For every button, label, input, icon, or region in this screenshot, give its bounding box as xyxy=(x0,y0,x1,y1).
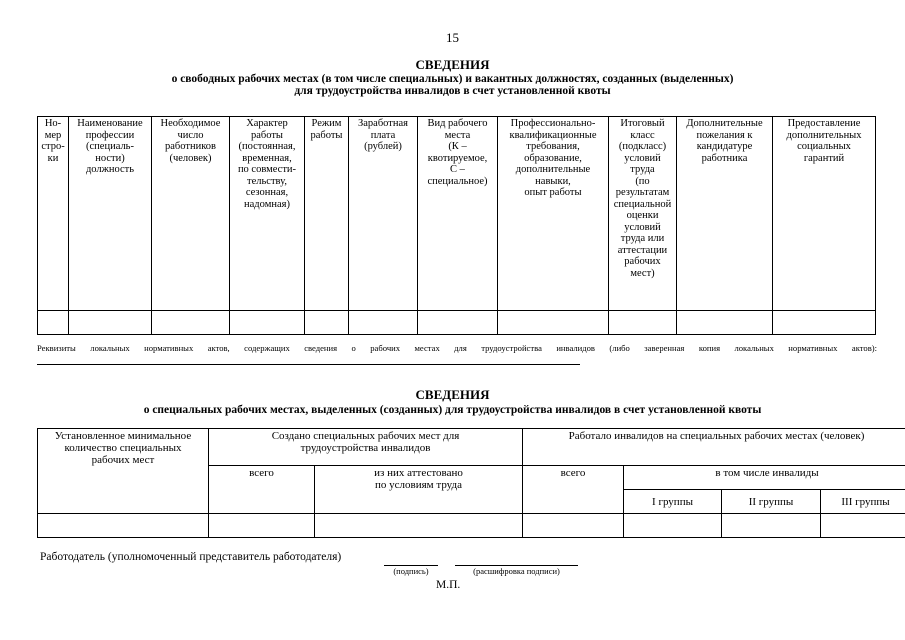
col-created: Создано специальных рабочих мест для трудоустройства инвалидов xyxy=(209,429,523,466)
col-work-schedule: Режим работы xyxy=(305,117,349,311)
col-work-nature: Характер работы (постоянная, временная, по совмести- тельству, сезонная, надомная) xyxy=(230,117,305,311)
col-qualification: Профессионально- квалификационные требования, образование, дополнительные навыки, опыт работы xyxy=(498,117,609,311)
section2-title: СВЕДЕНИЯ xyxy=(415,387,490,402)
col-worked-total: всего xyxy=(523,466,624,514)
table-cell[interactable] xyxy=(38,311,69,335)
vacancies-table xyxy=(37,116,876,335)
col-required-count: Необходимое число работников (человек) xyxy=(152,117,230,311)
table-cell[interactable] xyxy=(624,514,722,538)
col-salary: Заработная плата (рублей) xyxy=(349,117,418,311)
table-cell[interactable] xyxy=(69,311,152,335)
special-header-row1 xyxy=(38,429,905,466)
requisites-fill-line[interactable] xyxy=(37,364,580,365)
table-cell[interactable] xyxy=(349,311,418,335)
section1-title: СВЕДЕНИЯ xyxy=(415,57,490,72)
stamp-place: М.П. xyxy=(436,579,461,591)
special-workplaces-table xyxy=(37,428,905,538)
vacancies-header-row xyxy=(38,117,876,311)
table-cell[interactable] xyxy=(609,311,677,335)
requisites-text: Реквизиты локальных нормативных актов, содержащих сведения о рабочих местах для трудоустройства инвалидов (либо заверенная копия локальных нормативных актов): xyxy=(37,343,877,353)
col-social-guarantees: Предоставление дополнительных социальных гарантий xyxy=(773,117,876,311)
col-created-total: всего xyxy=(209,466,315,514)
section1-subtitle-line1: о свободных рабочих местах (в том числе специальных) и вакантных должностях, созданных (выделенных) xyxy=(171,73,734,85)
vacancies-empty-row xyxy=(38,311,876,335)
table-cell[interactable] xyxy=(305,311,349,335)
table-cell[interactable] xyxy=(722,514,821,538)
decoding-caption: (расшифровка подписи) xyxy=(473,566,560,576)
col-including-disabled: в том числе инвалиды xyxy=(624,466,905,490)
section2-subtitle: о специальных рабочих местах, выделенных (созданных) для трудоустройства инвалидов в счет установленной квоты xyxy=(143,404,762,416)
col-worked: Работало инвалидов на специальных рабочих местах (человек) xyxy=(523,429,905,466)
employer-label: Работодатель (уполномоченный представитель работодателя) xyxy=(40,551,342,563)
special-empty-row xyxy=(38,514,905,538)
section1-subtitle-line2: для трудоустройства инвалидов в счет установленной квоты xyxy=(294,85,611,97)
col-workplace-type: Вид рабочего места (К – квотируемое, С – специальное) xyxy=(418,117,498,311)
col-certified: из них аттестовано по условиям труда xyxy=(315,466,523,514)
table-cell[interactable] xyxy=(523,514,624,538)
table-cell[interactable] xyxy=(821,514,905,538)
col-group-2: II группы xyxy=(722,490,821,514)
col-profession: Наименование профессии (специаль- ности) должность xyxy=(69,117,152,311)
col-group-1: I группы xyxy=(624,490,722,514)
page-number: 15 xyxy=(446,30,459,45)
col-additional-wishes: Дополнительные пожелания к кандидатуре работника xyxy=(677,117,773,311)
col-labor-class: Итоговый класс (подкласс) условий труда (по результатам специальной оценки условий труда или аттестации рабочих мест) xyxy=(609,117,677,311)
table-cell[interactable] xyxy=(315,514,523,538)
table-cell[interactable] xyxy=(773,311,876,335)
table-cell[interactable] xyxy=(38,514,209,538)
col-min-quota: Установленное минимальное количество специальных рабочих мест xyxy=(38,429,209,514)
table-cell[interactable] xyxy=(152,311,230,335)
table-cell[interactable] xyxy=(677,311,773,335)
signature-caption: (подпись) xyxy=(393,566,429,576)
table-cell[interactable] xyxy=(209,514,315,538)
table-cell[interactable] xyxy=(498,311,609,335)
col-group-3: III группы xyxy=(821,490,905,514)
table-cell[interactable] xyxy=(230,311,305,335)
col-row-number: Но- мер стро- ки xyxy=(38,117,69,311)
table-cell[interactable] xyxy=(418,311,498,335)
